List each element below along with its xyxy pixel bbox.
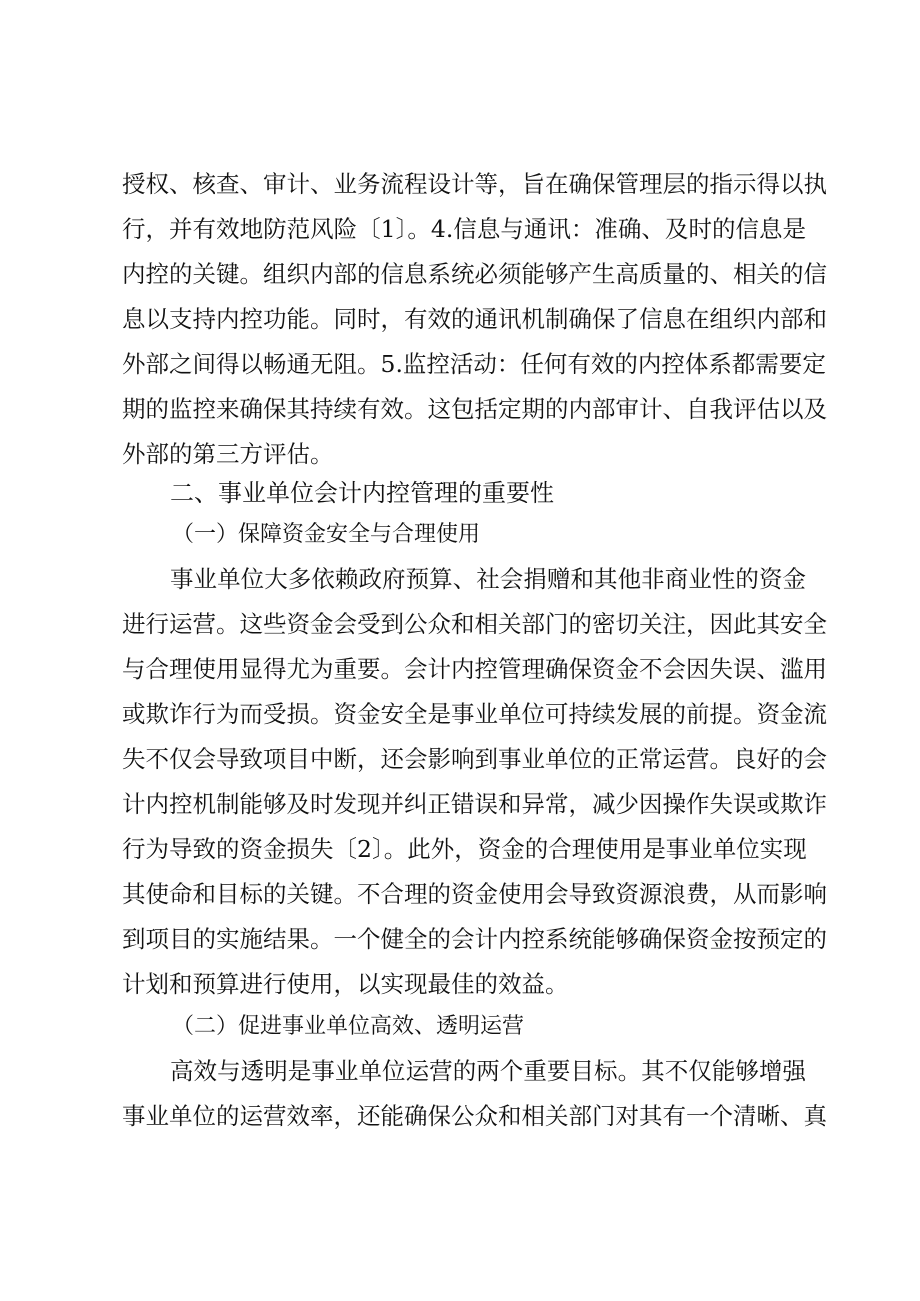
paragraph-line: 其使命和目标的关键。不合理的资金使用会导致资源浪费，从而影响 [122, 880, 827, 908]
paragraph-line: 到项目的实施结果。一个健全的会计内控系统能够确保资金按预定的 [122, 925, 827, 953]
paragraph-line: 进行运营。这些资金会受到公众和相关部门的密切关注，因此其安全 [122, 610, 827, 638]
paragraph-line: 息以支持内控功能。同时，有效的通讯机制确保了信息在组织内部和 [122, 305, 827, 333]
paragraph-line: 内控的关键。组织内部的信息系统必须能够产生高质量的、相关的信 [122, 260, 827, 288]
paragraph-line: 计内控机制能够及时发现并纠正错误和异常，减少因操作失误或欺诈 [122, 790, 827, 818]
subsection-title: （二）促进事业单位高效、透明运营 [172, 1014, 525, 1039]
paragraph-line: 期的监控来确保其持续有效。这包括定期的内部审计、自我评估以及 [122, 395, 827, 423]
paragraph-line: 事业单位大多依赖政府预算、社会捐赠和其他非商业性的资金 [170, 565, 806, 593]
paragraph-line: 与合理使用显得尤为重要。会计内控管理确保资金不会因失误、滥用 [122, 655, 827, 683]
paragraph-line: 高效与透明是事业单位运营的两个重要目标。其不仅能够增强 [170, 1057, 806, 1085]
paragraph-line: 或欺诈行为而受损。资金安全是事业单位可持续发展的前提。资金流 [122, 700, 827, 728]
section-heading: 二、事业单位会计内控管理的重要性 [170, 479, 554, 507]
paragraph-line: 外部的第三方评估。 [122, 440, 334, 468]
paragraph-line: 计划和预算进行使用，以实现最佳的效益。 [122, 970, 569, 998]
paragraph-line: 行，并有效地防范风险〔1〕。4.信息与通讯：准确、及时的信息是 [122, 215, 806, 243]
paragraph-line: 失不仅会导致项目中断，还会影响到事业单位的正常运营。良好的会 [122, 745, 827, 773]
paragraph-line: 授权、核查、审计、业务流程设计等，旨在确保管理层的指示得以执 [122, 170, 827, 198]
paragraph-line: 事业单位的运营效率，还能确保公众和相关部门对其有一个清晰、真 [122, 1102, 827, 1130]
subsection-title: （一）保障资金安全与合理使用 [172, 522, 481, 547]
paragraph-line: 外部之间得以畅通无阻。5.监控活动：任何有效的内控体系都需要定 [122, 350, 826, 378]
paragraph-line: 行为导致的资金损失〔2〕。此外，资金的合理使用是事业单位实现 [122, 835, 807, 863]
